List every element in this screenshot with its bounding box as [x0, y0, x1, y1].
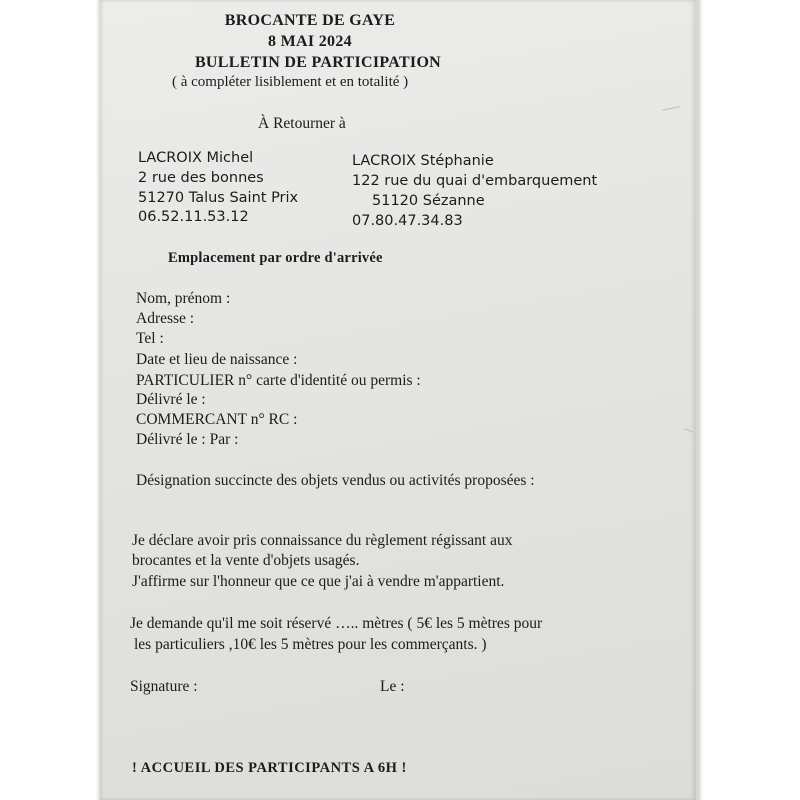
contact-1-city: 51270 Talus Saint Prix: [138, 190, 299, 206]
field-issued-1-label: Délivré le :: [136, 391, 206, 408]
contact-2-city: 51120 Sézanne: [372, 193, 485, 209]
footer-notice: ! ACCUEIL DES PARTICIPANTS A 6H !: [132, 760, 407, 776]
placement-note: Emplacement par ordre d'arrivée: [168, 250, 383, 266]
form-instruction: ( à compléter lisiblement et en totalité ): [172, 74, 409, 90]
declaration-line-2: brocantes et la vente d'objets usagés.: [132, 552, 360, 569]
contact-2-street: 122 rue du quai d'embarquement: [352, 173, 598, 189]
signature-label: Signature :: [130, 678, 198, 695]
declaration-line-1: Je déclare avoir pris connaissance du règlement régissant aux: [132, 532, 513, 549]
field-tel-label: Tel :: [136, 330, 164, 347]
event-date: 8 MAI 2024: [268, 33, 352, 50]
reservation-line-2: les particuliers ,10€ les 5 mètres pour les commerçants. ): [134, 636, 487, 653]
return-to-label: À Retourner à: [258, 115, 346, 132]
form-title: BULLETIN DE PARTICIPATION: [194, 54, 442, 71]
signature-date-label: Le :: [380, 678, 405, 695]
contact-2-phone: 07.80.47.34.83: [352, 213, 463, 229]
contact-1-name: LACROIX Michel: [138, 150, 254, 166]
contact-2-name: LACROIX Stéphanie: [352, 153, 494, 169]
field-birth-label: Date et lieu de naissance :: [136, 351, 298, 368]
contact-1-street: 2 rue des bonnes: [138, 170, 264, 186]
designation-label: Désignation succincte des objets vendus ou activités proposées :: [136, 472, 535, 489]
field-commercant-label: COMMERCANT n° RC :: [136, 411, 298, 428]
field-address-label: Adresse :: [136, 310, 195, 327]
field-particulier-label: PARTICULIER n° carte d'identité ou permis :: [136, 372, 421, 389]
reservation-line-1: Je demande qu'il me soit réservé ….. mètres ( 5€ les 5 mètres pour: [130, 615, 543, 632]
contact-1-phone: 06.52.11.53.12: [138, 209, 249, 225]
declaration-line-3: J'affirme sur l'honneur que ce que j'ai à vendre m'appartient.: [132, 573, 505, 590]
field-name-label: Nom, prénom :: [136, 290, 231, 307]
field-issued-2-label: Délivré le : Par :: [136, 431, 239, 448]
event-title: BROCANTE DE GAYE: [224, 12, 396, 29]
